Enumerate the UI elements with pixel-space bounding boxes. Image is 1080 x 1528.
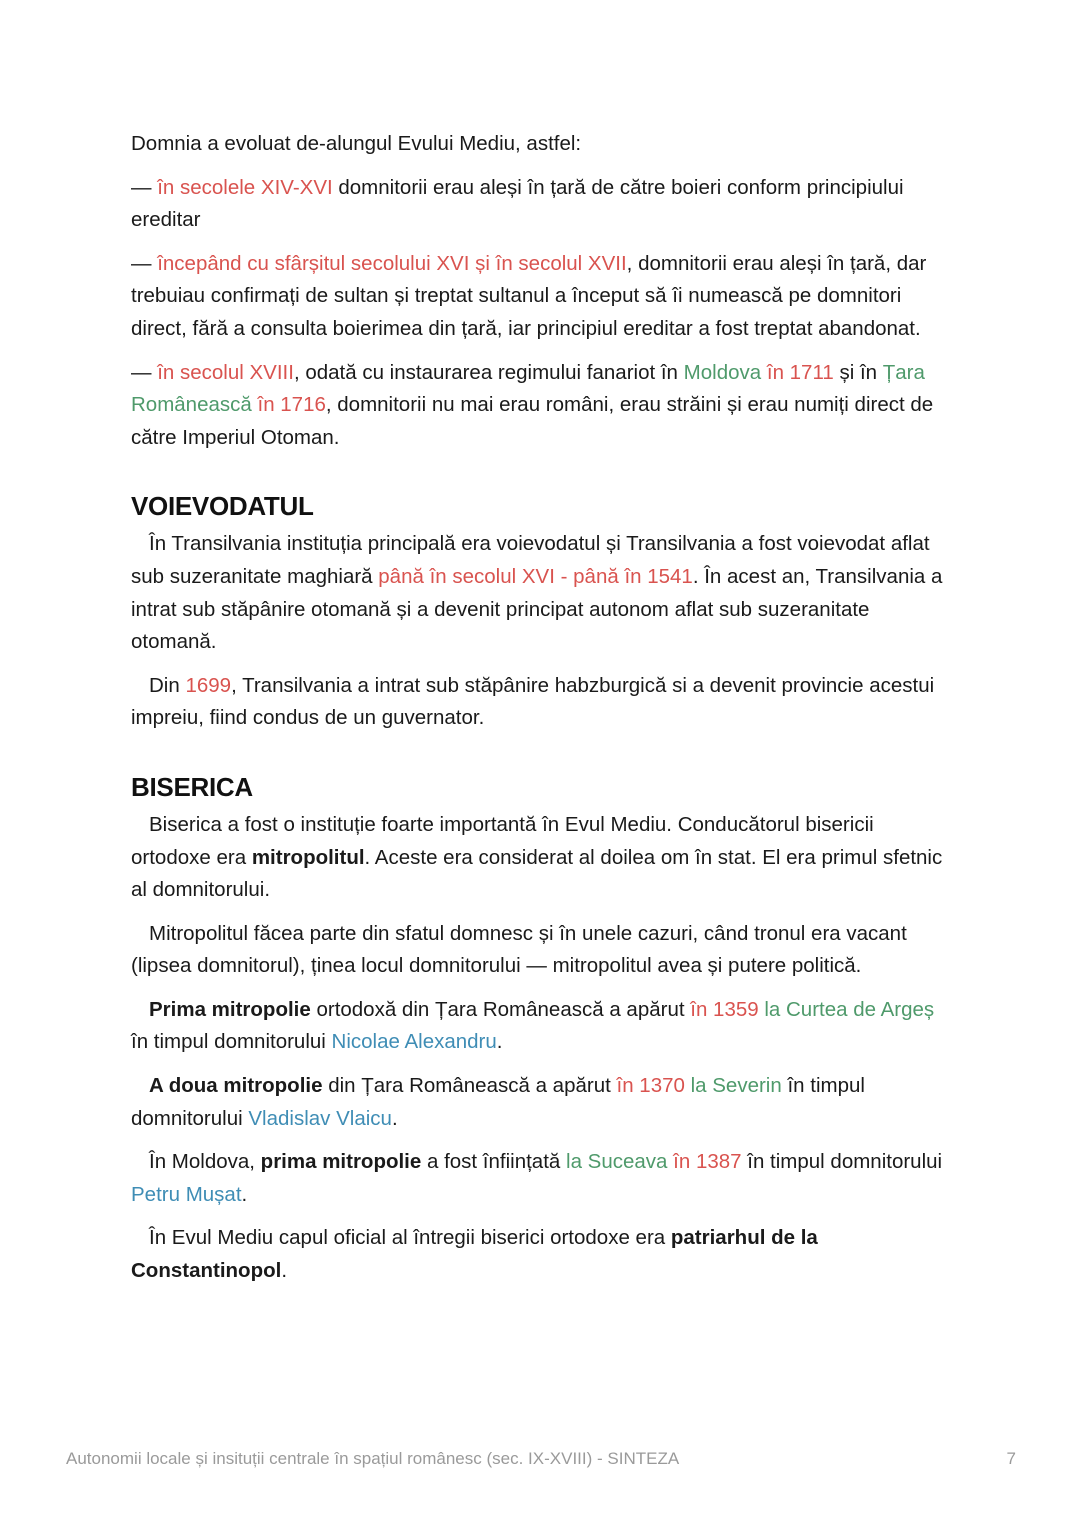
- text: În Moldova,: [149, 1150, 261, 1174]
- page-number: 7: [1006, 1449, 1016, 1468]
- highlight-place: la Suceava: [566, 1150, 668, 1174]
- bold-term: Prima mitropolie: [149, 997, 311, 1021]
- highlight-date: începând cu sfârșitul secolului XVI și în secolul XVII: [157, 251, 627, 275]
- text: .: [496, 1030, 503, 1054]
- text: Din: [149, 673, 186, 697]
- highlight-date: în secolele XIV-XVI: [157, 175, 333, 199]
- text: din Țara Românească a apărut: [322, 1074, 617, 1098]
- text: în timpul domnitorului: [131, 1030, 332, 1054]
- highlight-date: 1699: [185, 673, 232, 697]
- highlight-date: în secolul XVIII: [157, 360, 294, 384]
- text: .: [241, 1182, 248, 1206]
- highlight-date: în 1716: [251, 393, 326, 417]
- highlight-person: Nicolae Alexandru: [331, 1030, 497, 1054]
- text: . Aceste era considerat al doilea om în stat. El era primul sfetnic al domnitorului.: [131, 845, 943, 902]
- bold-term: patriarhul de la Constantinopol: [131, 1226, 818, 1283]
- bold-term: A doua mitropolie: [149, 1074, 323, 1098]
- biserica-paragraph-1: [131, 809, 951, 907]
- highlight-person: Vladislav Vlaicu: [248, 1106, 392, 1130]
- highlight-place: Moldova: [683, 360, 762, 384]
- voievodatul-paragraph-1: [131, 528, 951, 658]
- dash: —: [131, 251, 158, 275]
- highlight-person: Petru Mușat: [131, 1182, 242, 1206]
- heading-voievodatul: VOIEVODATUL: [131, 491, 314, 522]
- text: în timpul domnitorului: [741, 1150, 943, 1174]
- text: în timpul domnitorului: [131, 1074, 865, 1130]
- domnia-item-1: [131, 172, 951, 237]
- document-body: [131, 128, 951, 1299]
- biserica-paragraph-2: Mitropolitul făcea parte din sfatul domnesc și în unele cazuri, când tronul era vacant (lipsea domnitorul), ținea locul domnitorului — mitropolitul avea și putere politică.: [131, 921, 907, 978]
- text: , Transilvania a intrat sub stăpânire habzburgică si a devenit provincie acestui impreiu, fiind condus de un guvernator.: [131, 673, 935, 730]
- text: În Evul Mediu capul oficial al întregii biserici ortodoxe era: [149, 1226, 671, 1250]
- highlight-date: în 1359: [690, 997, 759, 1021]
- highlight-date: până în secolul XVI - până în 1541: [378, 564, 693, 588]
- voievodatul-paragraph-2: [131, 670, 951, 735]
- text: și în: [833, 360, 883, 384]
- text: a fost înființată: [421, 1150, 567, 1174]
- dash: —: [131, 175, 158, 199]
- highlight-date: în 1387: [667, 1150, 742, 1174]
- page-footer: [66, 1449, 1016, 1469]
- highlight-place: Țara Românească: [131, 360, 925, 417]
- text: ortodoxă din Țara Românească a apărut: [310, 997, 691, 1021]
- highlight-place: la Curtea de Argeș: [758, 997, 935, 1021]
- biserica-paragraph-3: [131, 994, 951, 1059]
- text: În Transilvania instituția principală era voievodatul și Transilvania a fost voievodat aflat sub suzeranitate maghiară: [131, 532, 930, 588]
- text: , domnitorii nu mai erau români, erau străini și erau numiți direct de către Imperiul Otoman.: [131, 393, 934, 449]
- bold-term: prima mitropolie: [260, 1150, 422, 1174]
- text: . În acest an, Transilvania a intrat sub stăpânire otomană și a devenit principat autonom aflat sub suzeranitate otomană.: [131, 564, 943, 654]
- highlight-date: în 1370: [616, 1074, 685, 1098]
- text: , odată cu instaurarea regimului fanariot în: [293, 360, 684, 384]
- biserica-paragraph-4: [131, 1070, 951, 1135]
- footer-title: Autonomii locale și insituții centrale în spațiul românesc (sec. IX-XVIII) - SINTEZA: [66, 1449, 680, 1468]
- heading-biserica: BISERICA: [131, 771, 253, 802]
- biserica-paragraph-5: [131, 1146, 951, 1211]
- domnia-item-2: [131, 248, 951, 346]
- text: .: [391, 1106, 398, 1130]
- biserica-paragraph-6: [131, 1222, 951, 1287]
- dash: —: [131, 360, 158, 384]
- highlight-place: la Severin: [684, 1074, 782, 1098]
- text: , domnitorii erau aleși în țară, dar trebuiau confirmați de sultan și treptat sultanul a început să îi numească pe domnitori direct, fără a consulta boierimea din țară, iar principiul ereditar a fost treptat abandonat.: [131, 251, 927, 340]
- domnia-item-3: [131, 357, 951, 455]
- text: Biserica a fost o instituție foarte importantă în Evul Mediu. Conducătorul bisericii ortodoxe era: [131, 812, 874, 869]
- highlight-date: în 1711: [761, 360, 834, 384]
- text: domnitorii erau aleși în țară de către boieri conform principiului ereditar: [131, 175, 904, 232]
- bold-term: mitropolitul: [251, 845, 365, 869]
- text: .: [281, 1259, 288, 1283]
- domnia-intro: Domnia a evoluat de-alungul Evului Mediu, astfel:: [131, 132, 582, 155]
